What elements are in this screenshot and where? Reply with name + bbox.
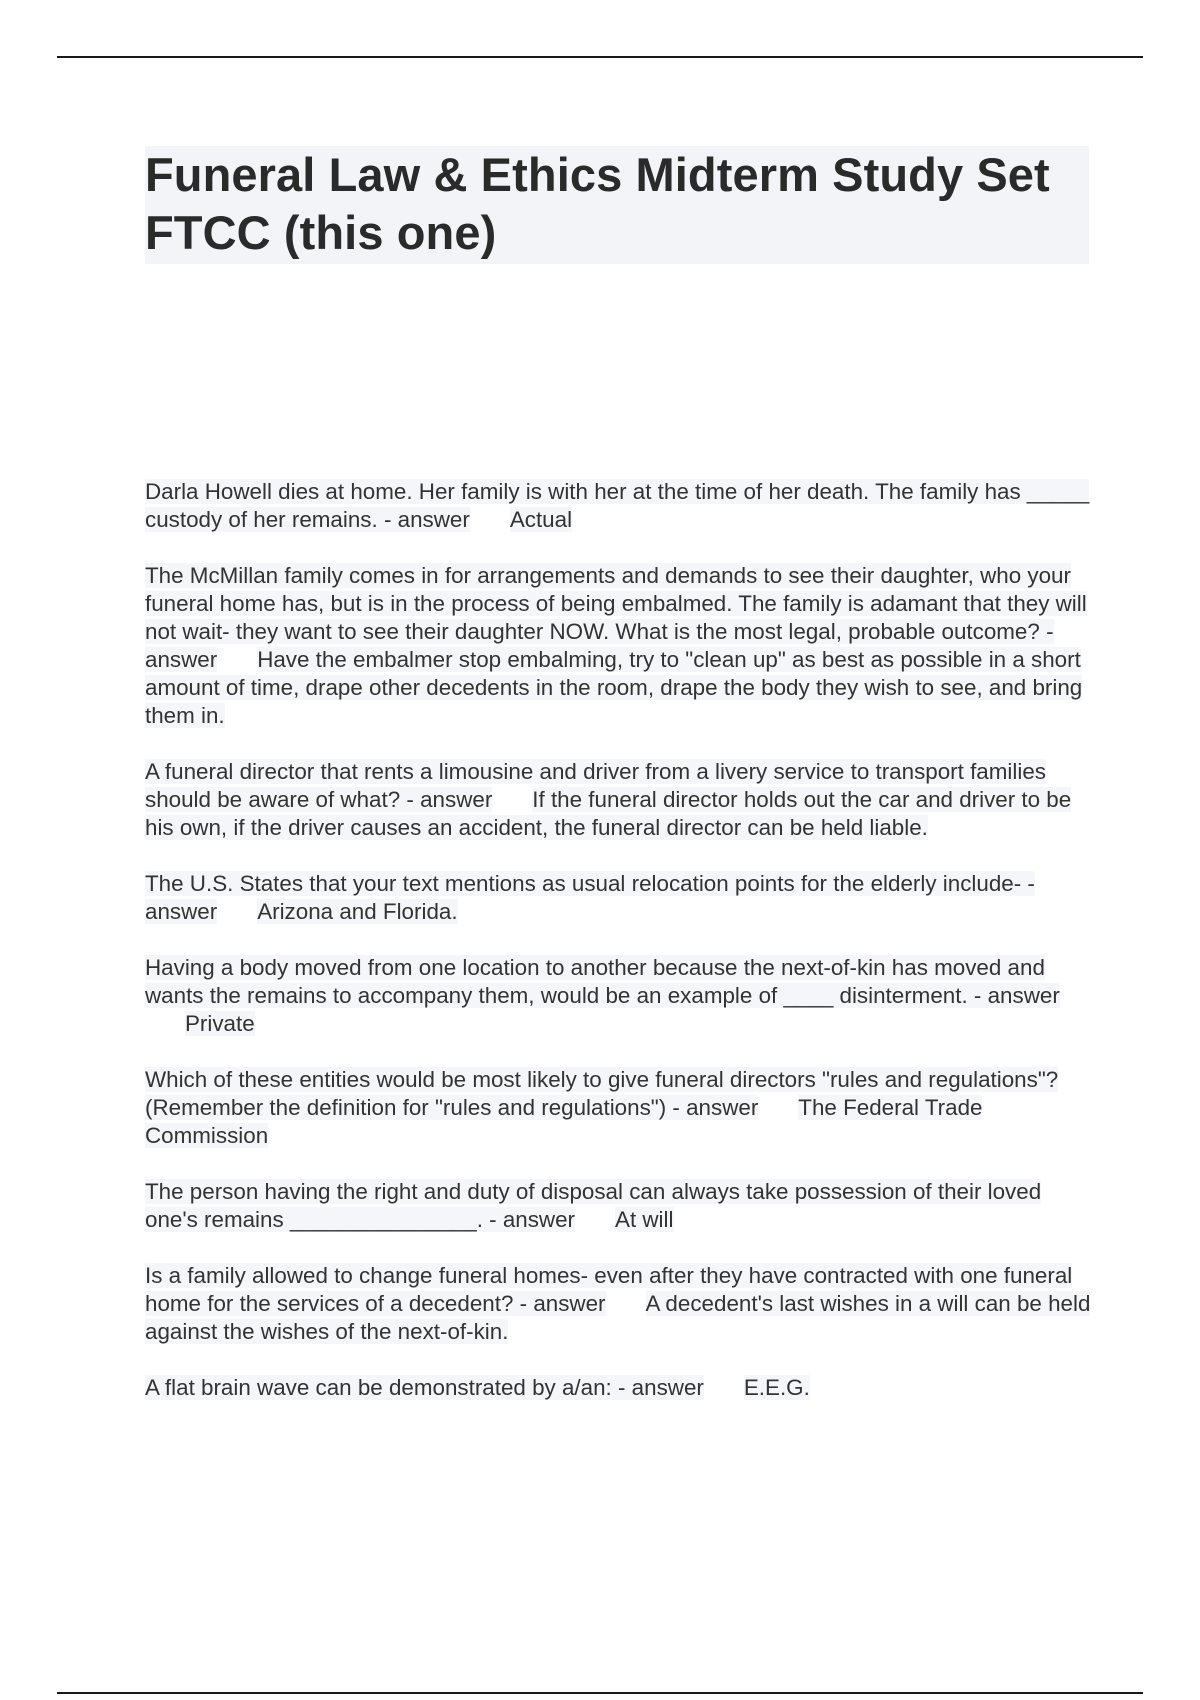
qa-item <box>145 870 1095 926</box>
answer-text: If the funeral director holds out the car and driver to be his own, if the driver causes an accident, the funeral director can be held liable. <box>145 787 1072 840</box>
answer-marker: - answer <box>618 1375 704 1400</box>
qa-item <box>145 1374 1095 1402</box>
qa-item <box>145 758 1095 842</box>
question-text: The McMillan family comes in for arrangements and demands to see their daughter, who your funeral home has, but is in the process of being embalmed. The family is adamant that they will not wait- they want to see their daughter NOW. What is the most legal, probable outcome? <box>145 563 1087 644</box>
title-block <box>145 146 1089 264</box>
qa-item <box>145 478 1095 534</box>
answer-marker: - answer <box>519 1291 606 1316</box>
qa-item <box>145 1262 1095 1346</box>
top-rule <box>57 56 1143 58</box>
qa-item <box>145 562 1095 730</box>
answer-text: The Federal Trade Commission <box>145 1095 983 1148</box>
question-text: The person having the right and duty of disposal can always take possession of their loved one's remains _______________. <box>145 1179 1042 1232</box>
answer-text: E.E.G. <box>743 1375 810 1400</box>
answer-text: Private <box>185 1011 255 1036</box>
answer-marker: - answer <box>145 871 1035 924</box>
bottom-rule <box>57 1692 1143 1694</box>
answer-marker: - answer <box>383 507 470 532</box>
qa-item <box>145 1066 1095 1150</box>
question-text: A flat brain wave can be demonstrated by a/an: <box>145 1375 612 1400</box>
question-text: Having a body moved from one location to another because the next-of-kin has moved and wants the remains to accompany them, would be an example of ____ disinterment. <box>145 955 1045 1008</box>
qa-item <box>145 1178 1095 1234</box>
answer-text: At will <box>615 1207 674 1232</box>
question-text: Which of these entities would be most likely to give funeral directors "rules and regulations"? (Remember the definition for "rules and regulations") <box>145 1067 1059 1120</box>
question-text: The U.S. States that your text mentions as usual relocation points for the elderly include- <box>145 871 1022 896</box>
question-text: Is a family allowed to change funeral homes- even after they have contracted with one funeral home for the services of a decedent? <box>145 1263 1073 1316</box>
page-title: Funeral Law & Ethics Midterm Study Set FTCC (this one) <box>145 148 1050 259</box>
qa-item <box>145 954 1095 1038</box>
qa-list <box>145 478 1095 1430</box>
question-text: Darla Howell dies at home. Her family is with her at the time of her death. The family has _____ custody of her remains. <box>145 479 1090 532</box>
answer-text: Have the embalmer stop embalming, try to "clean up" as best as possible in a short amount of time, drape other decedents in the room, drape the body they wish to see, and bring them in. <box>145 647 1083 728</box>
answer-marker: - answer <box>145 619 1054 672</box>
answer-text: Actual <box>509 507 573 532</box>
answer-marker: - answer <box>973 983 1060 1008</box>
answer-text: Arizona and Florida. <box>257 899 458 924</box>
question-text: A funeral director that rents a limousine and driver from a livery service to transport families should be aware of what? <box>145 759 1046 812</box>
answer-marker: - answer <box>672 1095 759 1120</box>
answer-marker: - answer <box>489 1207 576 1232</box>
answer-marker: - answer <box>406 787 493 812</box>
answer-text: A decedent's last wishes in a will can be held against the wishes of the next-of-kin. <box>145 1291 1091 1344</box>
